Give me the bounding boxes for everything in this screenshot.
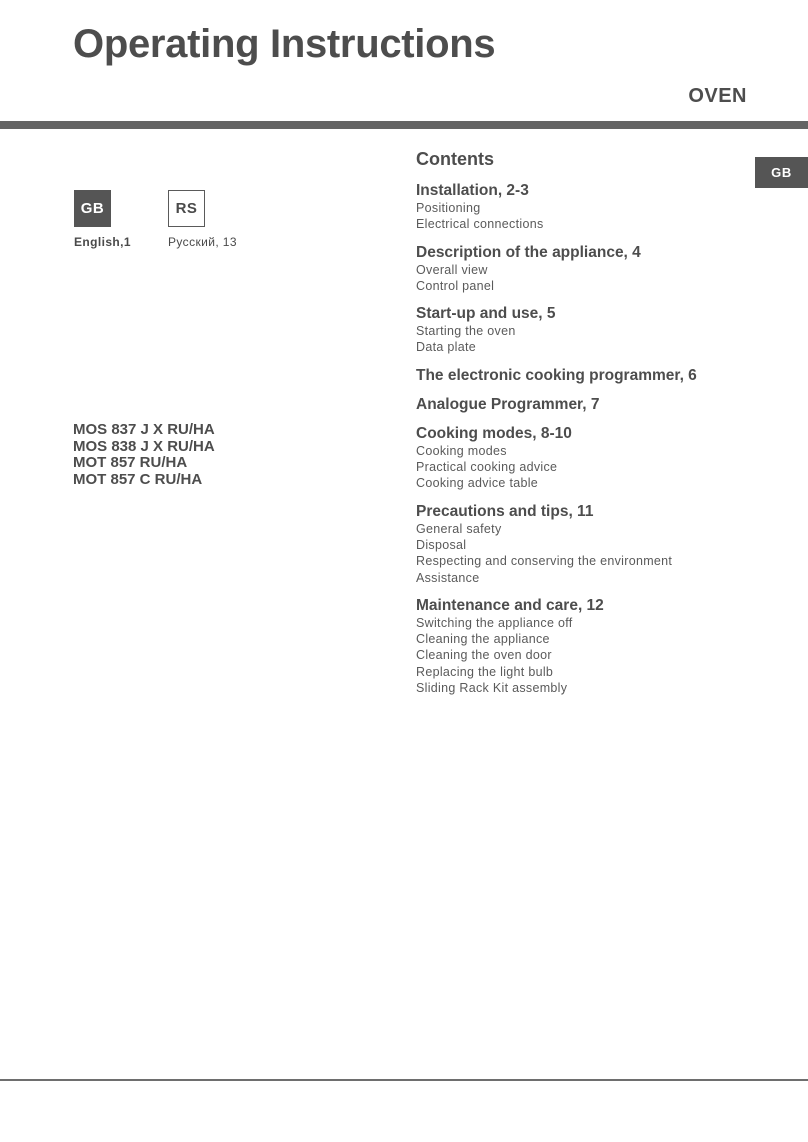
toc-section-startup <box>416 304 756 356</box>
toc-item[interactable]: Practical cooking advice <box>416 460 558 475</box>
toc-item[interactable]: Cleaning the appliance <box>416 632 550 647</box>
toc-item[interactable]: Control panel <box>416 278 495 293</box>
toc-item[interactable]: Switching the appliance off <box>416 615 573 630</box>
document-type: OVEN <box>688 85 747 107</box>
toc-item[interactable]: Sliding Rack Kit assembly <box>416 681 568 696</box>
model-number: MOS 837 J X RU/HA <box>73 421 215 438</box>
toc-section-electronic-programmer <box>416 366 756 385</box>
language-badge-gb[interactable]: GB <box>74 190 111 227</box>
toc-section-analogue-programmer <box>416 395 756 414</box>
model-number: MOS 838 J X RU/HA <box>73 437 215 455</box>
language-badge-rs[interactable]: RS <box>168 190 205 227</box>
page-title: Operating Instructions <box>73 22 496 66</box>
toc-heading-electronic-programmer[interactable]: The electronic cooking programmer, 6 <box>416 366 697 384</box>
toc-item[interactable]: Overall view <box>416 262 488 277</box>
toc-item[interactable]: Positioning <box>416 201 481 215</box>
language-label-english[interactable]: English,1 <box>74 235 131 249</box>
toc-section-precautions <box>416 502 756 586</box>
toc-item[interactable]: Cooking advice table <box>416 476 539 491</box>
language-side-tab[interactable]: GB <box>755 157 808 188</box>
toc-item[interactable]: Data plate <box>416 340 476 355</box>
model-number: MOT 857 C RU/HA <box>73 470 203 488</box>
toc-section-cooking-modes <box>416 424 756 492</box>
table-of-contents <box>416 148 756 706</box>
language-label-russian[interactable]: Русский, 13 <box>168 235 237 249</box>
footer-divider <box>0 1079 808 1081</box>
toc-item[interactable]: General safety <box>416 521 502 536</box>
toc-section-installation <box>416 181 756 233</box>
toc-section-description <box>416 243 756 295</box>
toc-item[interactable]: Assistance <box>416 570 480 585</box>
toc-item[interactable]: Replacing the light bulb <box>416 664 554 679</box>
header-divider <box>0 121 808 129</box>
toc-item[interactable]: Starting the oven <box>416 324 516 339</box>
toc-heading-description[interactable]: Description of the appliance, 4 <box>416 243 641 261</box>
toc-item[interactable]: Cooking modes <box>416 443 507 458</box>
toc-item[interactable]: Cleaning the oven door <box>416 648 552 663</box>
toc-heading-startup[interactable]: Start-up and use, 5 <box>416 305 556 323</box>
toc-heading-analogue-programmer[interactable]: Analogue Programmer, 7 <box>416 395 600 413</box>
model-number: MOT 857 RU/HA <box>73 454 188 471</box>
toc-item[interactable]: Disposal <box>416 537 467 552</box>
toc-heading-precautions[interactable]: Precautions and tips, 11 <box>416 502 594 520</box>
toc-item[interactable]: Respecting and conserving the environment <box>416 554 673 569</box>
toc-heading-maintenance[interactable]: Maintenance and care, 12 <box>416 596 604 614</box>
toc-heading-cooking-modes[interactable]: Cooking modes, 8-10 <box>416 424 572 442</box>
contents-title: Contents <box>416 149 494 169</box>
toc-heading-installation[interactable]: Installation, 2-3 <box>416 182 529 199</box>
model-list <box>73 422 215 488</box>
toc-item[interactable]: Electrical connections <box>416 217 544 232</box>
toc-section-maintenance <box>416 596 756 696</box>
